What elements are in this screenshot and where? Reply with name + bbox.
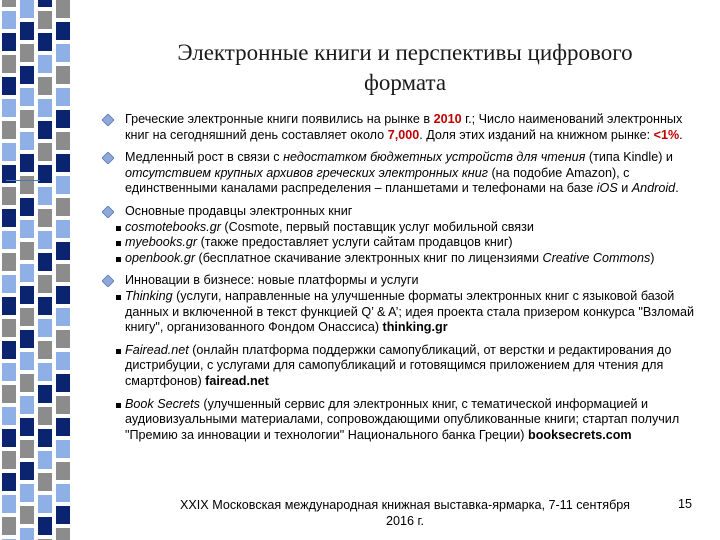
stripe-block: [56, 484, 70, 502]
stripe-block: [38, 55, 52, 73]
square-bullet-icon: [116, 257, 121, 262]
square-bullet-icon: [116, 241, 121, 246]
stripe-block: [2, 297, 16, 315]
stripe-block: [56, 66, 70, 84]
list-item: [125, 251, 700, 267]
stripe-block: [2, 275, 16, 293]
stripe-block: [56, 88, 70, 106]
stripe-block: [56, 220, 70, 238]
stripe-block: [2, 253, 16, 271]
service-name: Book Secrets: [125, 396, 200, 411]
stripe-block: [20, 154, 34, 172]
stripe-block: [20, 286, 34, 304]
stripe-block: [38, 99, 52, 117]
stripe-block: [20, 264, 34, 282]
slide-footer: [120, 497, 693, 529]
stripe-block: [2, 429, 16, 447]
stripe-block: [20, 44, 34, 62]
highlight-share: <1%: [653, 127, 680, 142]
stripe-block: [2, 0, 16, 7]
stripe-block: [20, 220, 34, 238]
stripe-block: [38, 385, 52, 403]
stripe-block: [2, 319, 16, 337]
section-heading: Инновации в бизнесе: новые платформы и услуги: [125, 273, 419, 288]
stripe-block: [56, 22, 70, 40]
text: . Доля этих изданий на книжном рынке:: [419, 127, 654, 142]
diamond-bullet-icon: [102, 114, 114, 126]
stripe-block: [2, 33, 16, 51]
stripe-block: [20, 330, 34, 348]
stripe-block: [2, 187, 16, 205]
stripe-block: [38, 209, 52, 227]
stripe-block: [38, 407, 52, 425]
stripe-block: [20, 132, 34, 150]
stripe-block: [2, 143, 16, 161]
stripe-block: [38, 363, 52, 381]
stripe-block: [2, 473, 16, 491]
stripe-block: [38, 319, 52, 337]
stripe-block: [56, 462, 70, 480]
stripe-block: [38, 451, 52, 469]
stripe-block: [20, 528, 34, 540]
bullet-item: [100, 273, 700, 443]
title-line-2: формата: [363, 70, 447, 95]
stripe-block: [56, 176, 70, 194]
service-name: Fairead.net: [125, 342, 189, 357]
stripe-block: [38, 11, 52, 29]
stripe-block: [56, 154, 70, 172]
list-item: [125, 235, 700, 251]
stripe-block: [56, 242, 70, 260]
service-name: Thinking: [125, 288, 173, 303]
text: Медленный рост в связи с: [125, 150, 284, 165]
stripe-block: [20, 198, 34, 216]
stripe-block: [20, 22, 34, 40]
text: (онлайн платформа поддержки самопубликаций, от верстки и редактирования до дистрибуции, с услугами для самопубликаций и готовящимся приложением для чтения для смартфонов): [125, 342, 672, 388]
slide-body: [100, 112, 700, 443]
text: (на подобие Amazon), с единственными каналами распределения – планшетами и телефонами на базе: [125, 165, 630, 196]
stripe-block: [20, 242, 34, 260]
text: Греческие электронные книги появились на рынке в: [125, 112, 434, 126]
diamond-bullet-icon: [102, 152, 114, 164]
stripe-block: [56, 396, 70, 414]
stripe-block: [2, 363, 16, 381]
stripe-block: [20, 88, 34, 106]
stripe-block: [38, 165, 52, 183]
page-number: 15: [678, 497, 693, 511]
italic-text: недостатком бюджетных устройств для чтения: [283, 150, 586, 165]
site-url: thinking.gr: [382, 320, 448, 335]
list-item: [125, 397, 700, 444]
stripe-block: [20, 308, 34, 326]
stripe-block: [20, 462, 34, 480]
stripe-block: [38, 121, 52, 139]
stripe-block: [20, 176, 34, 194]
site-url: booksecrets.com: [528, 427, 632, 442]
stripe-block: [56, 528, 70, 540]
stripe-block: [38, 253, 52, 271]
text: (также предоставляет услуги сайтам продавцов книг): [197, 235, 513, 250]
site-name: myebooks.gr: [125, 235, 198, 250]
stripe-block: [38, 0, 52, 7]
text: (типа Kindle) и: [585, 150, 673, 165]
text: ): [650, 250, 655, 265]
decorative-stripe-bar: [0, 0, 80, 540]
square-bullet-icon: [116, 349, 121, 354]
stripe-block: [2, 11, 16, 29]
stripe-block: [56, 44, 70, 62]
stripe-block: [2, 77, 16, 95]
stripe-block: [20, 418, 34, 436]
stripe-block: [2, 451, 16, 469]
square-bullet-icon: [116, 403, 121, 408]
stripe-block: [56, 264, 70, 282]
text: .: [679, 127, 683, 142]
highlight-year: 2010: [433, 112, 462, 126]
stripe-block: [38, 517, 52, 535]
stripe-block: [2, 55, 16, 73]
stripe-block: [56, 506, 70, 524]
stripe-block: [2, 341, 16, 359]
site-url: fairead.net: [205, 373, 269, 388]
italic-text: Android: [631, 181, 676, 196]
slide-title: [110, 38, 700, 98]
text: и: [617, 181, 632, 196]
stripe-block: [38, 473, 52, 491]
site-name: openbook.gr: [125, 250, 196, 265]
divider-line: [6, 180, 40, 181]
text: (улучшенный сервис для электронных книг, с тематической информацией и аудиовизуальными материалами, сопровождающими опубликованные книги; стартап получил "Премию за инновации и технологии" Национального банка Греции): [125, 396, 680, 442]
stripe-block: [20, 506, 34, 524]
stripe-block: [38, 341, 52, 359]
stripe-block: [56, 198, 70, 216]
stripe-block: [56, 132, 70, 150]
stripe-block: [56, 286, 70, 304]
stripe-block: [38, 429, 52, 447]
italic-text: Creative Commons: [542, 250, 651, 265]
stripe-block: [2, 209, 16, 227]
stripe-block: [20, 352, 34, 370]
title-line-1: Электронные книги и перспективы цифрового: [177, 40, 633, 65]
footer-line-1: XXIX Московская международная книжная выставка-ярмарка, 7-11 сентября: [180, 498, 630, 512]
stripe-block: [38, 297, 52, 315]
stripe-block: [56, 110, 70, 128]
stripe-block: [38, 275, 52, 293]
italic-text: отсутствием крупных архивов греческих электронных книг: [125, 165, 488, 180]
stripe-block: [38, 143, 52, 161]
stripe-block: [20, 440, 34, 458]
list-item: [125, 289, 700, 336]
list-item: [125, 220, 700, 236]
site-name: cosmotebooks.gr: [125, 219, 221, 234]
stripe-block: [56, 352, 70, 370]
stripe-block: [20, 0, 34, 18]
bullet-item: [100, 150, 700, 197]
text: (Cosmote, первый поставщик услуг мобильной связи: [220, 219, 534, 234]
text: (услуги, направленные на улучшенные форматы электронных книг с языковой базой данных и включенной в текст функцией Q’ & A’; идея проекта стала призером конкурса "Взломай книгу", организованного Фондом Онассиса): [125, 288, 695, 335]
stripe-block: [56, 308, 70, 326]
stripe-block: [20, 374, 34, 392]
stripe-block: [56, 374, 70, 392]
stripe-block: [20, 66, 34, 84]
stripe-block: [38, 33, 52, 51]
bullet-item: [100, 112, 700, 143]
diamond-bullet-icon: [102, 206, 114, 218]
footer-line-2: 2016 г.: [385, 514, 425, 528]
italic-text: iOS: [596, 181, 618, 196]
stripe-block: [56, 330, 70, 348]
stripe-block: [20, 396, 34, 414]
diamond-bullet-icon: [102, 275, 114, 287]
stripe-block: [38, 495, 52, 513]
stripe-block: [20, 484, 34, 502]
square-bullet-icon: [116, 295, 121, 300]
stripe-block: [2, 385, 16, 403]
stripe-block: [38, 187, 52, 205]
highlight-count: 7,000: [387, 127, 420, 142]
stripe-block: [2, 495, 16, 513]
square-bullet-icon: [116, 226, 121, 231]
stripe-block: [56, 418, 70, 436]
text: г.; Число наименований электронных книг на сегодняшний день составляет около: [125, 112, 683, 142]
stripe-block: [2, 121, 16, 139]
stripe-block: [56, 440, 70, 458]
stripe-block: [2, 517, 16, 535]
stripe-block: [56, 0, 70, 18]
stripe-block: [20, 110, 34, 128]
stripe-block: [2, 407, 16, 425]
bullet-item: [100, 204, 700, 266]
list-item: [125, 343, 700, 390]
stripe-block: [38, 231, 52, 249]
section-heading: Основные продавцы электронных книг: [125, 203, 353, 218]
stripe-block: [2, 231, 16, 249]
text: .: [675, 181, 679, 196]
text: (бесплатное скачивание электронных книг по лицензиями: [195, 250, 543, 265]
stripe-block: [38, 77, 52, 95]
stripe-block: [2, 99, 16, 117]
